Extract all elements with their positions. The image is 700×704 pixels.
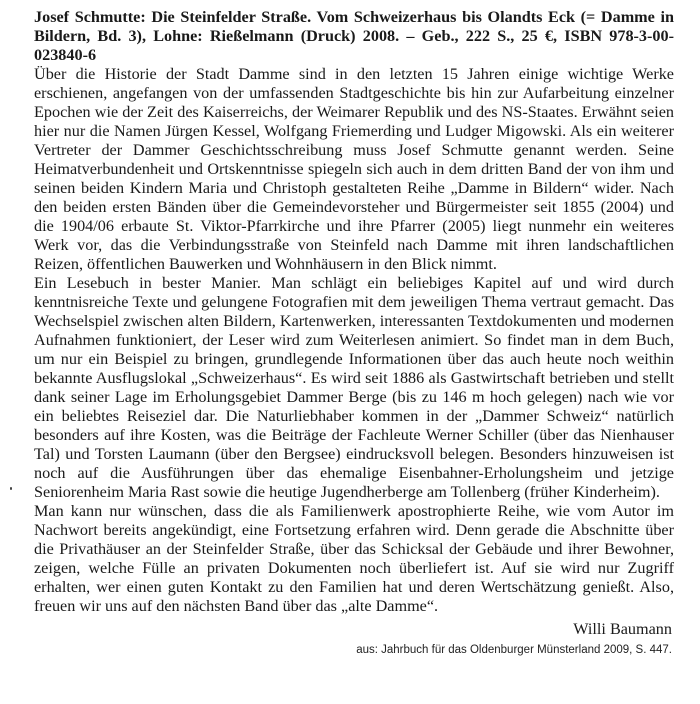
review-heading: Josef Schmutte: Die Steinfelder Straße. Vom Schweizerhaus bis Olandts Eck (= Damme in Bildern, Bd. 3), Lohne: Rießelmann (Druck) 2008. – Geb., 222 S., 25 €, ISBN 978-3-00-023840-6 <box>34 8 674 64</box>
review-paragraph-2: Ein Lesebuch in bester Manier. Man schlägt ein beliebiges Kapitel auf und wird durch kenntnisreiche Texte und gelungene Fotografien mit dem jeweiligen Thema vertraut gemacht. Das Wechselspiel zwischen alten Bildern, Kartenwerken, interessanten Textdokumenten und modernen Aufnahmen funktioniert, der Leser wird zum Weiterlesen animiert. So findet man in dem Buch, um nur ein Beispiel zu bringen, grundlegende Informationen über das auch heute noch weithin bekannte Ausflugslokal „Schweizerhaus“. Es wird seit 1886 als Gastwirtschaft betrieben und stellt dank seiner Lage im Erholungsgebiet Dammer Berge (bis zu 146 m hoch gelegen) nach wie vor ein beliebtes Reiseziel dar. Die Naturliebhaber kommen in der „Dammer Schweiz“ natürlich besonders auf ihre Kosten, was die Beiträge der Fachleute Werner Schiller (über das Nienhauser Tal) und Torsten Laumann (über den Bergsee) eindrucksvoll belegen. Besonders hinzuweisen ist noch auf die Ausführungen über das ehemalige Eisenbahner-Erholungsheim und jetzige Seniorenheim Maria Rast sowie die heutige Jugendherberge am Tollenberg (früher Kinderheim). <box>34 274 674 501</box>
review-paragraph-3: Man kann nur wünschen, dass die als Familienwerk apostrophierte Reihe, wie vom Autor im Nachwort bereits angekündigt, eine Fortsetzung erfahren wird. Denn gerade die Abschnitte über die Privathäuser an der Steinfelder Straße, über das Schicksal der Gebäude und ihrer Bewohner, zeigen, welche Fülle an privaten Dokumenten noch überliefert ist. Auf sie wird nur Zugriff erhalten, wer einen guten Kontakt zu den Familien hat und deren Wertschätzung genießt. Also, freuen wir uns auf den nächsten Band über das „alte Damme“. <box>34 502 674 615</box>
review-author-signature: Willi Baumann <box>573 620 672 638</box>
review-paragraph-1: Über die Historie der Stadt Damme sind in den letzten 15 Jahren einige wichtige Werke erschienen, angefangen von der umfassenden Stadtgeschichte bis hin zur Aufarbeitung einzelner Epochen wie der Zeit des Kaiserreichs, der Weimarer Republik und des NS-Staates. Erwähnt seien hier nur die Namen Jürgen Kessel, Wolfgang Friemerding und Ludger Migowski. Als ein weiterer Vertreter der Dammer Geschichtsschreibung muss Josef Schmutte genannt werden. Seine Heimatverbundenheit und Ortskenntnisse spiegeln sich auch in dem dritten Band der von ihm und seinen beiden Kindern Maria und Christoph gestalteten Reihe „Damme in Bildern“ wider. Nach den beiden ersten Bänden über die Gemeindevorsteher und Bürgermeister seit 1855 (2004) und die 1904/06 erbaute St. Viktor-Pfarrkirche und ihre Pfarrer (2005) liegt nunmehr ein weiteres Werk vor, das die Verbindungsstraße von Steinfeld nach Damme mit ihren landschaftlichen Reizen, öffentlichen Bauwerken und Wohnhäusern in den Blick nimmt. <box>34 65 674 273</box>
source-citation: aus: Jahrbuch für das Oldenburger Münsterland 2009, S. 447. <box>356 644 672 656</box>
book-review <box>34 8 674 657</box>
scan-speck <box>10 487 12 490</box>
